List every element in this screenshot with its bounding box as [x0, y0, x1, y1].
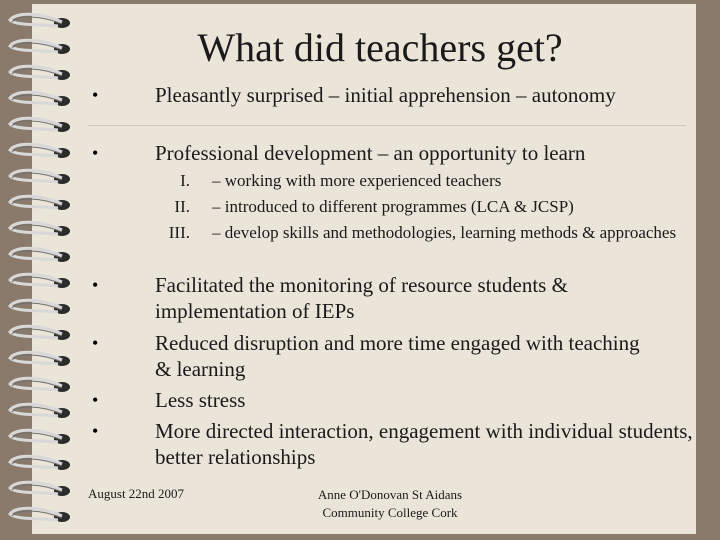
subitem-2-number: II.: [174, 197, 190, 216]
slide-title: What did teachers get?: [197, 25, 563, 70]
bullet-5-text: Less stress: [155, 388, 246, 412]
subitem-1-text: – working with more experienced teachers: [212, 171, 502, 190]
footer-date: August 22nd 2007: [88, 486, 185, 501]
binding-ring: [10, 196, 62, 208]
bullet-2-text: Professional development – an opportunity to learn: [155, 141, 586, 165]
subitem-1-number: I.: [180, 171, 190, 190]
bullet-5-dot: •: [92, 390, 99, 410]
bullet-1-dot: •: [92, 85, 99, 105]
binding-ring: [10, 222, 62, 234]
binding-ring: [10, 92, 62, 104]
binding-ring: [10, 170, 62, 182]
bullet-1-text: Pleasantly surprised – initial apprehension – autonomy: [155, 83, 616, 107]
footer-author-line-2: Community College Cork: [322, 505, 458, 520]
title-rule: [88, 125, 686, 126]
binding-ring: [10, 508, 62, 520]
binding-ring: [10, 482, 62, 494]
binding-ring: [10, 14, 62, 26]
footer-author: [290, 486, 490, 522]
binding-ring: [10, 326, 62, 338]
bullet-3-dot: •: [92, 275, 99, 295]
binding-ring: [10, 456, 62, 468]
binding-ring: [10, 378, 62, 390]
binding-ring: [10, 300, 62, 312]
bullet-4-dot: •: [92, 333, 99, 353]
binding-ring: [10, 404, 62, 416]
subitem-3-text: – develop skills and methodologies, learning methods & approaches: [212, 223, 677, 242]
binding-ring: [10, 66, 62, 78]
binding-ring: [10, 248, 62, 260]
bullet-6-dot: •: [92, 421, 99, 441]
bullet-3-text: Facilitated the monitoring of resource students & implementation of IEPs: [155, 273, 568, 323]
subitem-3-number: III.: [168, 223, 190, 242]
binding-ring: [10, 430, 62, 442]
binding-ring: [10, 274, 62, 286]
binding-ring: [10, 40, 62, 52]
spiral-binding-icon: [0, 0, 80, 540]
binding-ring: [10, 144, 62, 156]
bullet-2-dot: •: [92, 143, 99, 163]
binding-ring: [10, 118, 62, 130]
footer-author-line-1: Anne O'Donovan St Aidans: [317, 487, 463, 502]
binding-ring: [10, 352, 62, 364]
bullet-6-text: More directed interaction, engagement with individual students, better relationships: [155, 419, 693, 469]
subitem-2-text: – introduced to different programmes (LCA & JCSP): [212, 197, 574, 216]
bullet-4-text: Reduced disruption and more time engaged with teaching & learning: [155, 331, 640, 381]
